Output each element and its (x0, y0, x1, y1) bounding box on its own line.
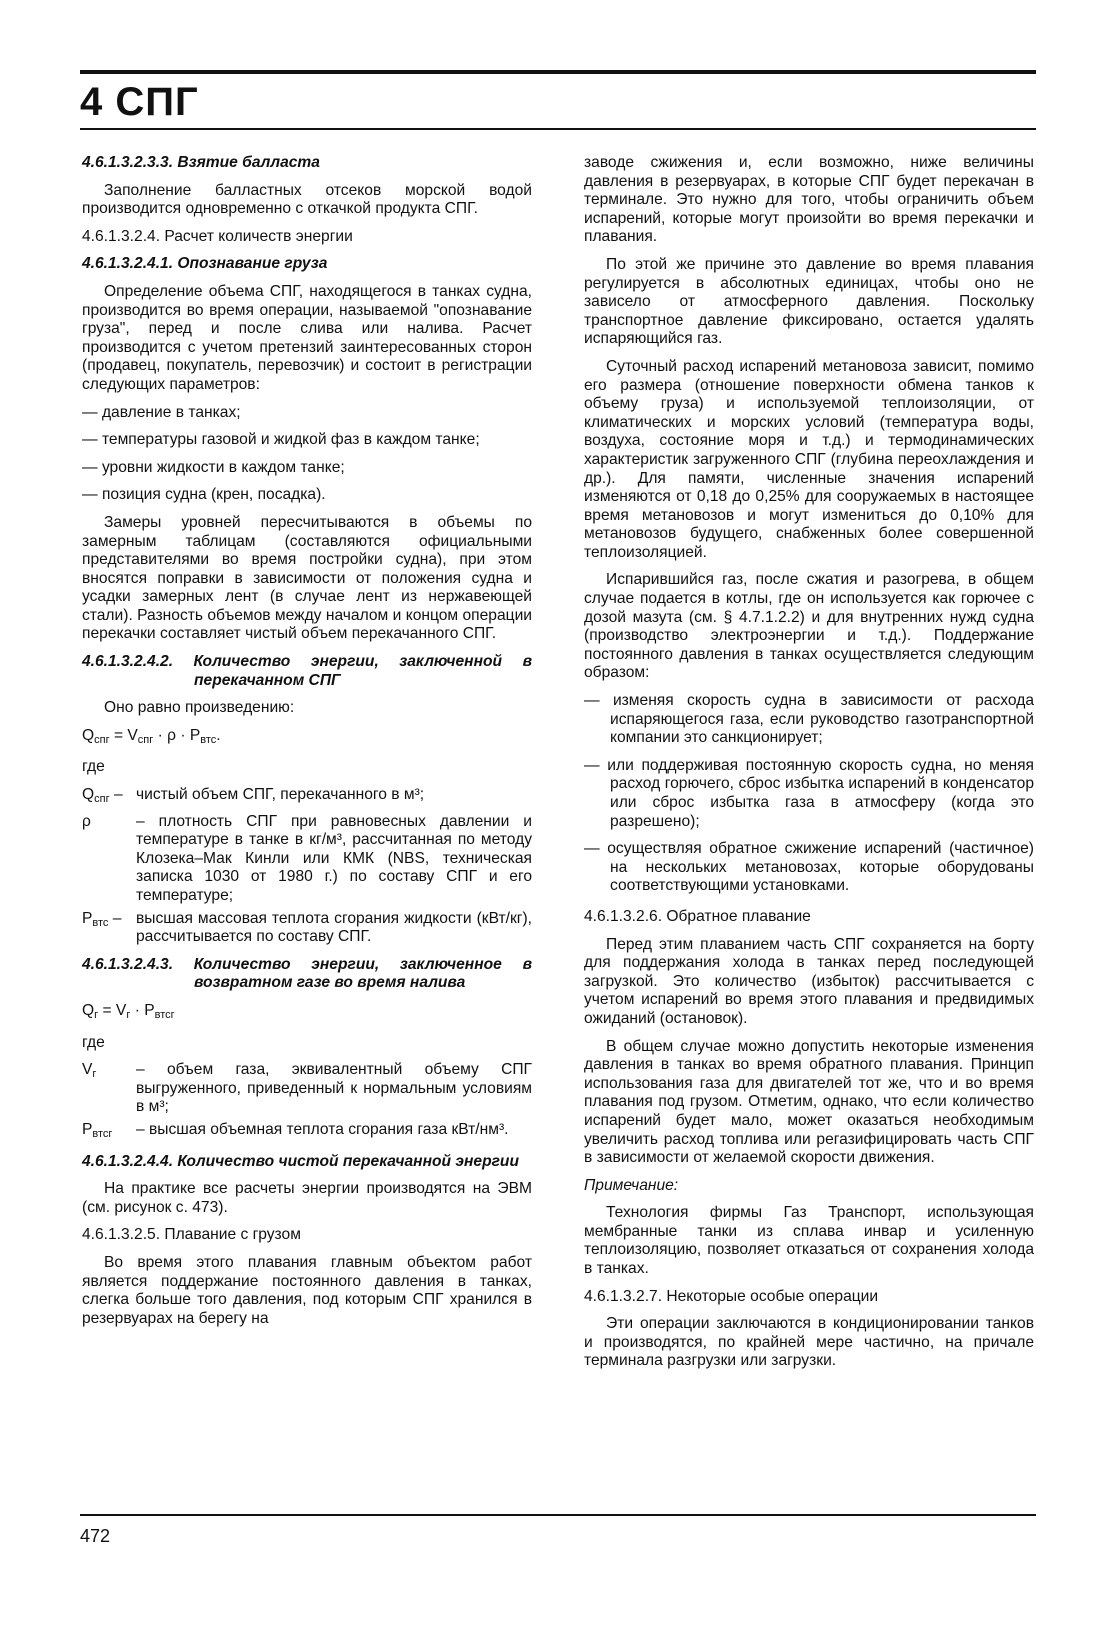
paragraph: Суточный расход испарений метановоза зависит, помимо его размера (отношение поверхности обмена танков к объему груза) и используемой теплоизоляции, от климатических и морских условий (температура воды, воздуха, состояние моря и т.д.) и термодинамических характеристик загруженного СПГ (глубина переохлаждения и др.). Для памяти, численные значения испарений изменяются от 0,18 до 0,25% для сооружаемых в настоящее время метановозов и могут измениться до 0,10% для метановозов будущего, снабженных более совершенной теплоизоляцией. (584, 357, 1034, 561)
section-heading: 4.6.1.3.2.4.1. Опознавание груза (82, 255, 328, 273)
paragraph: По этой же причине это давление во время плавания регулируется в абсолютных единицах, чтобы оно не зависело от атмосферного давления. Поскольку транспортное давление фиксировано, остается удалять испаряющийся газ. (584, 255, 1034, 348)
section-heading: 4.6.1.3.2.5. Плавание с грузом (82, 1226, 301, 1244)
paragraph: Испарившийся газ, после сжатия и разогрева, в общем случае подается в котлы, где он используется как горючее с дозой мазута (см. § 4.7.1.2.2) и для внутренних нужд судна (производство электроэнергии и т.д.). Поддержание постоянного давления в танках осуществляется следующим образом: (584, 571, 1034, 682)
section-heading: 4.6.1.3.2.6. Обратное плавание (584, 907, 811, 925)
list-item: — давление в танках; (82, 403, 241, 421)
section-heading: 4.6.1.3.2.4.2. Количество энергии, заключенной в перекачанном СПГ (82, 653, 532, 689)
footer-rule (80, 1514, 1036, 1516)
paragraph: заводе сжижения и, если возможно, ниже величины давления в резервуарах, в которые СПГ будет перекачан в терминале. Это нужно для того, чтобы ограничить объем испарений, которые могут произойти во время перекачки и плавания. (584, 154, 1034, 246)
dash-list (584, 692, 1034, 896)
dash-list (82, 404, 532, 505)
formula-return-gas: $Q_г = V_г \cdot P_{втсг}$ (82, 1001, 175, 1021)
definition-row: $Q_{спг}$ – чистый объем СПГ, перекачанного в м³; (82, 786, 425, 806)
list-item: — или поддерживая постоянную скорость судна, но меняя расход горючего, сброс избытка испарений в конденсатор или сброс избытка газа в атмосферу (когда это разрешено); (584, 756, 1034, 830)
list-item: — изменяя скорость судна в зависимости от расхода испаряющегося газа, если руководство газотранспортной компании это санкционирует; (584, 692, 1034, 747)
paragraph: Определение объема СПГ, находящегося в танках судна, производится во время операции, называемой "опознавание груза", перед и после слива или налива. Расчет производится с учетом претензий заинтересованных сторон (продавец, покупатель, перевозчик) и состоит в регистрации следующих параметров: (82, 282, 532, 393)
paragraph: Заполнение балластных отсеков морской водой производится одновременно с откачкой продукта СПГ. (82, 181, 532, 218)
paragraph: Во время этого плавания главным объектом работ является поддержание постоянного давления в танках, слегка больше того давления, под которым СПГ хранился в резервуарах на берегу на (82, 1253, 532, 1327)
where-label: где (82, 1033, 105, 1051)
right-column (584, 154, 1034, 1380)
section-heading: 4.6.1.3.2.3.3. Взятие балласта (82, 154, 320, 171)
note-label: Примечание: (584, 1176, 679, 1194)
paragraph: Перед этим плаванием часть СПГ сохраняется на борту для поддержания холода в танках перед последующей загрузкой. Это количество (избыток) рассчитывается с учетом испарений во время этого плавания и предвидимых ожиданий (остановок). (584, 935, 1034, 1027)
definition-row: $P_{втсг}$ – высшая объемная теплота сгорания газа кВт/нм³. (82, 1120, 509, 1140)
paragraph: Оно равно произведению: (104, 699, 295, 717)
chapter-title: 4 СПГ (80, 80, 199, 124)
left-column (82, 154, 532, 1337)
definition-row: ρ – плотность СПГ при равновесных давлении и температуре в танке в кг/м³, рассчитанная по методу Клозека–Мак Кинли или КМК (NBS, техническая записка 1030 от 1980 г.) по составу СПГ и его температуре; (82, 812, 532, 904)
paragraph: Замеры уровней пересчитываются в объемы по замерным таблицам (составляются официальными представителями во время постройки судна), при этом вносятся поправки в зависимости от положения судна и усадки замерных лент (в случае лент из нержавеющей стали). Разность объемов между началом и концом операции перекачки составляет чистый объем перекачанного СПГ. (82, 513, 532, 643)
where-label: где (82, 758, 105, 776)
paragraph: В общем случае можно допустить некоторые изменения давления в танках во время обратного плавания. Принцип использования газа для двигателей тот же, что и во время плавания под грузом. Отметим, однако, что если количество испарений будет мало, может оказаться необходимым увеличить расход топлива или регазифицировать часть СПГ в зависимости от желаемой скорости движения. (584, 1037, 1034, 1167)
section-heading: 4.6.1.3.2.4.4. Количество чистой перекачанной энергии (82, 1152, 519, 1170)
page-number: 472 (80, 1526, 111, 1546)
definition-row: $P_{втс}$ – высшая массовая теплота сгорания жидкости (кВт/кг), рассчитывается по составу СПГ. (82, 909, 532, 946)
list-item: — позиция судна (крен, посадка). (82, 486, 326, 504)
definition-row: $V_г$ – объем газа, эквивалентный объему СПГ выгруженного, приведенный к нормальным условиям в м³; (82, 1061, 532, 1116)
list-item: — уровни жидкости в каждом танке; (82, 458, 345, 476)
header-rule (80, 70, 1036, 74)
list-item: — температуры газовой и жидкой фаз в каждом танке; (82, 431, 480, 449)
list-item: — осуществляя обратное сжижение испарений (частичное) на нескольких метановозах, которые оборудованы соответствующими установками. (584, 840, 1034, 895)
paragraph: Эти операции заключаются в кондиционировании танков и производятся, по крайней мере частично, на причале терминала разгрузки или загрузки. (584, 1315, 1034, 1370)
section-heading: 4.6.1.3.2.4. Расчет количеств энергии (82, 227, 353, 245)
formula-energy-lng: $Q_{спг} = V_{спг} \cdot \rho \cdot P_{втс}$. (82, 726, 221, 746)
header-underline (80, 128, 1036, 130)
section-heading: 4.6.1.3.2.7. Некоторые особые операции (584, 1287, 879, 1305)
paragraph: На практике все расчеты энергии производятся на ЭВМ (см. рисунок с. 473). (82, 1180, 532, 1216)
section-heading: 4.6.1.3.2.4.3. Количество энергии, заключенное в возвратном газе во время налива (82, 955, 532, 992)
paragraph: Технология фирмы Газ Транспорт, использующая мембранные танки из сплава инвар и усиленную теплоизоляцию, позволяет отказаться от сохранения холода в танках. (584, 1204, 1034, 1278)
